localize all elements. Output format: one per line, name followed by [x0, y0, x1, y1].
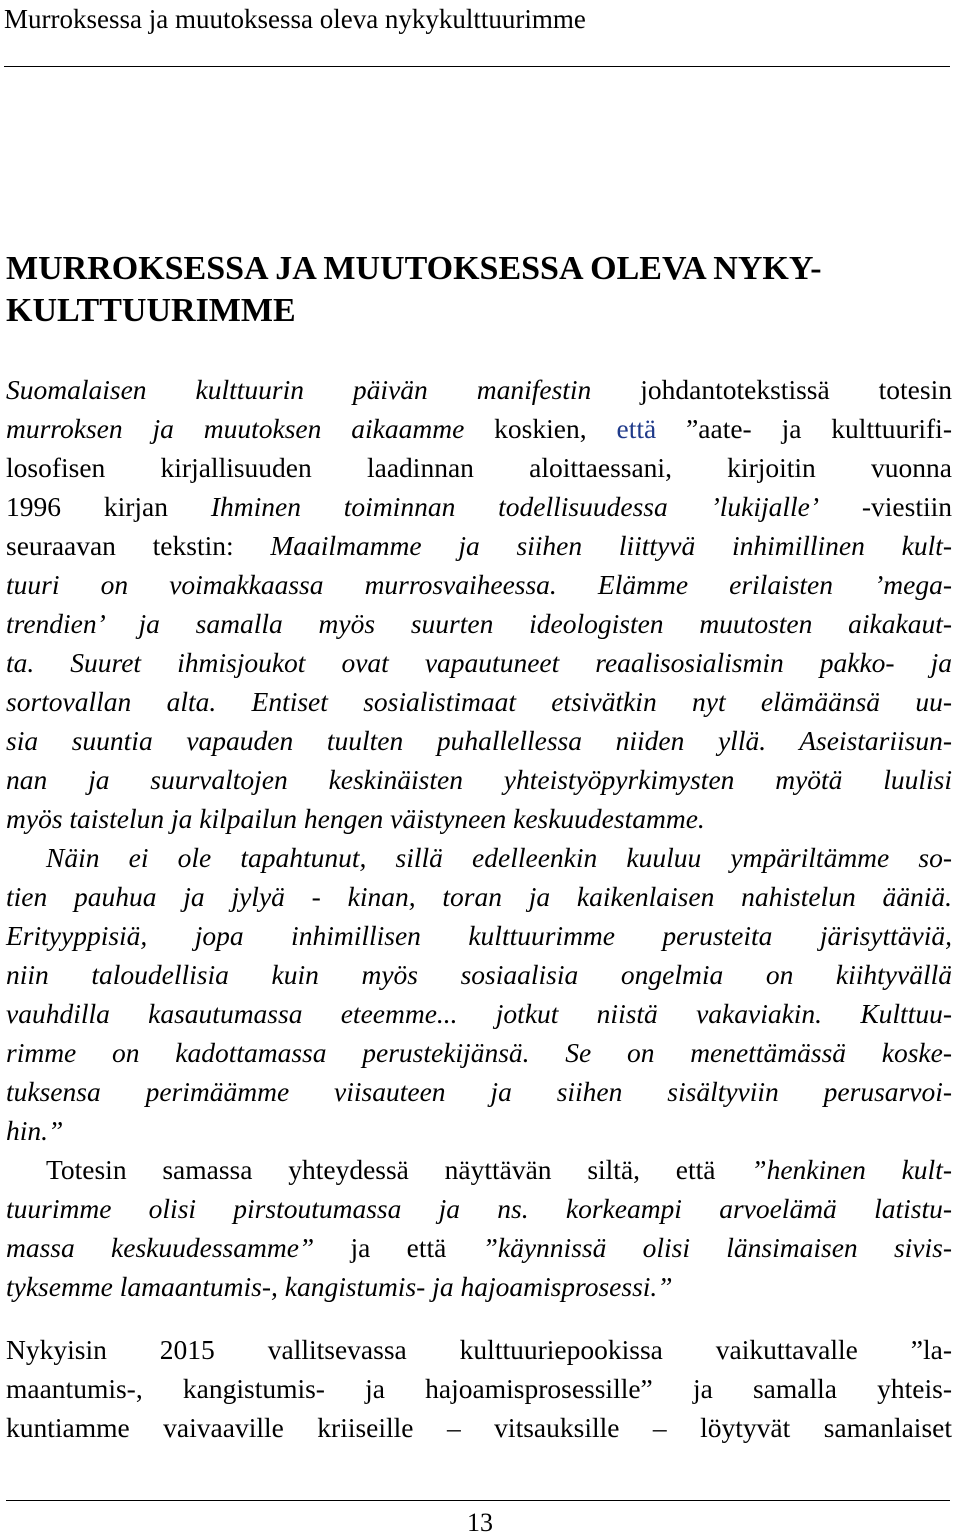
- quote-fragment: massa keskuudessamme”: [6, 1232, 315, 1263]
- text-fragment: seuraavan tekstin:: [6, 530, 271, 561]
- text-line: maantumis-, kangistumis- ja hajoamisprosessille” ja samalla yhteis-: [6, 1373, 952, 1404]
- quote-line: tien pauhua ja jylyä - kinan, toran ja kaikenlaisen nahistelun ääniä.: [6, 881, 952, 912]
- text-fragment: Totesin samassa yhteydessä näyttävän siltä, että: [46, 1154, 752, 1185]
- quote-line: tuurimme olisi pirstoutumassa ja ns. korkeampi arvoelämä latistu-: [6, 1193, 952, 1224]
- text-fragment: ja että: [314, 1232, 483, 1263]
- text-line: [6, 409, 952, 448]
- text-line: losofisen kirjallisuuden laadinnan aloittaessani, kirjoitin vuonna: [6, 452, 952, 483]
- quote-fragment: ”henkinen kult-: [751, 1154, 952, 1185]
- text-fragment: -viestiin: [819, 491, 952, 522]
- paragraph-1: [6, 370, 952, 838]
- quote-line: nan ja suurvaltojen keskinäisten yhteistyöpyrkimysten myötä luulisi: [6, 764, 952, 795]
- text-fragment: 1996 kirjan: [6, 491, 211, 522]
- quote-line: rimme on kadottamassa perustekijänsä. Se on menettämässä koske-: [6, 1037, 952, 1068]
- chapter-title: [6, 248, 946, 332]
- chapter-title-line-1: MURROKSESSA JA MUUTOKSESSA OLEVA NYKY-: [6, 250, 822, 287]
- quote-line: Näin ei ole tapahtunut, sillä edelleenkin kuuluu ympäriltämme so-: [46, 842, 952, 873]
- quote-fragment: ”käynnissä olisi länsimaisen sivis-: [482, 1232, 952, 1263]
- footer-rule: [6, 1500, 950, 1501]
- paragraph-3: [6, 1150, 952, 1306]
- highlighted-word: että: [616, 413, 657, 444]
- text-line: Nykyisin 2015 vallitsevassa kulttuuriepookissa vaikuttavalle ”la-: [6, 1334, 952, 1365]
- text-line: [6, 487, 952, 526]
- text-line: kuntiamme vaivaaville kriiseille – vitsauksille – löytyvät samanlaiset: [6, 1412, 952, 1443]
- chapter-title-line-2: KULTTUURIMME: [6, 292, 296, 329]
- text-line: [6, 1228, 952, 1267]
- quote-line: tyksemme lamaantumis-, kangistumis- ja hajoamisprosessi.”: [6, 1271, 673, 1302]
- quote-line: myös taistelun ja kilpailun hengen väistyneen keskuudestamme.: [6, 803, 705, 834]
- quote-line: ta. Suuret ihmisjoukot ovat vapautuneet reaalisosialismin pakko- ja: [6, 647, 952, 678]
- quote-line: trendien’ ja samalla myös suurten ideologisten muutosten aikakaut-: [6, 608, 952, 639]
- quote-line: tuksensa perimäämme viisauteen ja siihen sisältyviin perusarvoi-: [6, 1076, 952, 1107]
- text-fragment: koskien,: [464, 413, 617, 444]
- quote-line: Erityyppisiä, jopa inhimillisen kulttuurimme perusteita järisyttäviä,: [6, 920, 952, 951]
- quote-line: sortovallan alta. Entiset sosialistimaat etsivätkin nyt elämäänsä uu-: [6, 686, 952, 717]
- body-text: [6, 370, 952, 1447]
- paragraph-2: [6, 838, 952, 1150]
- text-line: [6, 1150, 952, 1189]
- quote-line: niin taloudellisia kuin myös sosiaalisia ongelmia on kiihtyvällä: [6, 959, 952, 990]
- text-line: [6, 526, 952, 565]
- quote-line: tuuri on voimakkaassa murrosvaiheessa. Elämme erilaisten ’mega-: [6, 569, 952, 600]
- quote-fragment: Maailmamme ja siihen liittyvä inhimillinen kult-: [270, 530, 953, 561]
- italic-fragment: murroksen ja muutoksen aikaamme: [6, 413, 465, 444]
- page-number: 13: [467, 1508, 493, 1537]
- quote-line: hin.”: [6, 1115, 64, 1146]
- quote-line: sia suuntia vapauden tuulten puhallellessa niiden yllä. Aseistariisun-: [6, 725, 952, 756]
- text-fragment: johdantotekstissä totesin: [591, 374, 952, 405]
- paragraph-gap: [6, 1306, 952, 1330]
- running-header: Murroksessa ja muutoksessa oleva nykykulttuurimme: [4, 4, 586, 34]
- header-rule: [4, 66, 950, 67]
- manifest-title: Suomalaisen kulttuurin päivän manifestin: [6, 374, 592, 405]
- quote-line: vauhdilla kasautumassa eteemme... jotkut niistä vakaviakin. Kulttuu-: [6, 998, 952, 1029]
- paragraph-4: [6, 1330, 952, 1447]
- book-title: Ihminen toiminnan todellisuudessa ’lukijalle’: [210, 491, 820, 522]
- text-line: [6, 370, 952, 409]
- text-fragment: ”aate- ja kulttuurifi-: [656, 413, 952, 444]
